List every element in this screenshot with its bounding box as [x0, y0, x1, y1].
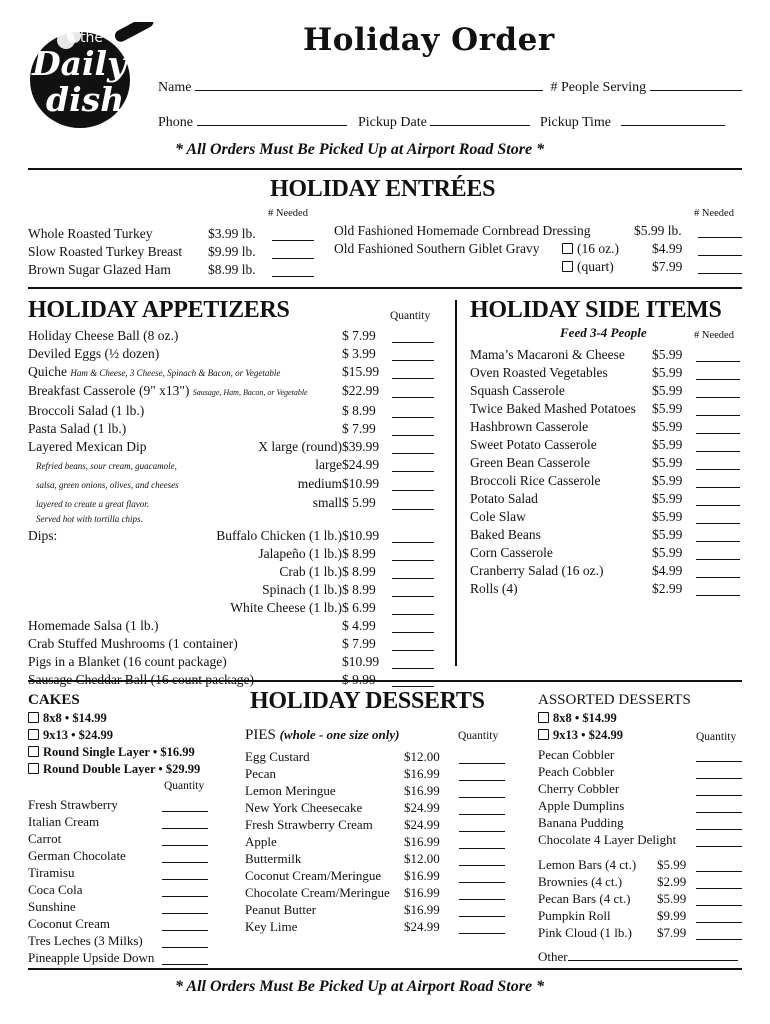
list-item: Pecan Cobbler [538, 746, 742, 763]
list-item: Lemon Bars (4 ct.) $5.99 [538, 856, 742, 873]
logo-the: the [80, 30, 103, 46]
name-label: Name [158, 80, 192, 95]
page-title: Holiday Order [303, 22, 555, 58]
list-item: Fresh Strawberry Cream $24.99 [245, 816, 515, 833]
list-item: salsa, green onions, olives, and cheeses medium $10.99 [28, 475, 438, 494]
list-item: Sunshine [28, 898, 212, 915]
cakes-title: CAKES [28, 692, 80, 708]
list-item: Sweet Potato Casserole $5.99 [470, 436, 742, 454]
sides-title: HOLIDAY SIDE ITEMS [470, 297, 722, 323]
checkbox[interactable] [28, 746, 39, 757]
list-item: Coconut Cream/Meringue $16.99 [245, 867, 515, 884]
sides-needed-label: # Needed [694, 330, 734, 341]
list-item: Buttermilk $12.00 [245, 850, 515, 867]
list-item: Quiche Ham & Cheese, 3 Cheese, Spinach & Bacon, or Vegetable $15.99 [28, 363, 438, 382]
pies-note: (whole - one size only) [279, 727, 400, 742]
cakes-qty-label: Quantity [164, 780, 205, 792]
list-item: Apple $16.99 [245, 833, 515, 850]
pies-qty-label: Quantity [458, 730, 499, 742]
logo-dish: dish [46, 80, 125, 119]
list-item: Broccoli Rice Casserole $5.99 [470, 472, 742, 490]
list-item: Lemon Meringue $16.99 [245, 782, 515, 799]
list-item: Slow Roasted Turkey Breast $9.99 lb. [28, 243, 328, 261]
list-item: Egg Custard $12.00 [245, 748, 515, 765]
list-item: Dips: Buffalo Chicken (1 lb.) $10.99 [28, 527, 438, 545]
list-item: Green Bean Casserole $5.99 [470, 454, 742, 472]
list-item: Broccoli Salad (1 lb.) $ 8.99 [28, 402, 438, 420]
list-item: German Chocolate [28, 847, 212, 864]
entrees-needed-left: # Needed [268, 208, 308, 219]
list-item: Spinach (1 lb.) $ 8.99 [28, 581, 438, 599]
list-item: Hashbrown Casserole $5.99 [470, 418, 742, 436]
appetizers-title: HOLIDAY APPETIZERS [28, 297, 290, 323]
list-item: Mama’s Macaroni & Cheese $5.99 [470, 346, 742, 364]
assorted-options: 8x8 • $14.99 9x13 • $24.99 [538, 710, 623, 744]
appetizers-list [28, 327, 438, 689]
list-item: Pecan $16.99 [245, 765, 515, 782]
list-item: Pink Cloud (1 lb.) $7.99 [538, 924, 742, 941]
list-item: Rolls (4) $2.99 [470, 580, 742, 598]
list-item: Pigs in a Blanket (16 count package) $10.99 [28, 653, 438, 671]
list-item: Apple Dumplins [538, 797, 742, 814]
list-item: Coca Cola [28, 881, 212, 898]
checkbox[interactable] [28, 712, 39, 723]
list-item: Pumpkin Roll $9.99 [538, 907, 742, 924]
list-item: Fresh Strawberry [28, 796, 212, 813]
cake-flavors [28, 796, 212, 966]
sides-feeds: Feed 3-4 People [560, 325, 647, 340]
list-item: Deviled Eggs (½ dozen) $ 3.99 [28, 345, 438, 363]
pies-header [245, 727, 399, 744]
list-item: Chocolate Cream/Meringue $16.99 [245, 884, 515, 901]
entrees-needed-right: # Needed [694, 208, 734, 219]
pickup-time-label: Pickup Time [539, 115, 612, 130]
pies-label: PIES [245, 727, 276, 743]
list-item: Pecan Bars (4 ct.) $5.99 [538, 890, 742, 907]
list-item: Homemade Salsa (1 lb.) $ 4.99 [28, 617, 438, 635]
list-item: Breakfast Casserole (9" x13") Sausage, Ham, Bacon, or Vegetable $22.99 [28, 382, 438, 402]
list-item: layered to create a great flavor. small $ 5.99 [28, 494, 438, 513]
list-item: Carrot [28, 830, 212, 847]
list-item: Cherry Cobbler [538, 780, 742, 797]
list-item: Banana Pudding [538, 814, 742, 831]
checkbox[interactable] [28, 729, 39, 740]
list-item: Crab Stuffed Mushrooms (1 container) $ 7.99 [28, 635, 438, 653]
list-item: Old Fashioned Homemade Cornbread Dressing $5.99 lb. [334, 222, 744, 240]
list-item: Layered Mexican Dip X large (round) $39.99 [28, 438, 438, 456]
list-item: White Cheese (1 lb.) $ 6.99 [28, 599, 438, 617]
checkbox[interactable] [28, 763, 39, 774]
entrees-right: Old Fashioned Homemade Cornbread Dressing $5.99 lb. Old Fashioned Southern Giblet Gravy (16 oz.) $4.99 (quart) $7.99 [334, 222, 744, 258]
list-item: Pineapple Upside Down [28, 949, 212, 966]
name-field[interactable] [158, 79, 742, 97]
list-item: Brownies (4 ct.) $2.99 [538, 873, 742, 890]
footer-notice: * All Orders Must Be Picked Up at Airport Road Store * [175, 978, 545, 995]
checkbox[interactable] [538, 712, 549, 723]
list-item: Brown Sugar Glazed Ham $8.99 lb. [28, 261, 328, 279]
assorted-qty-label: Quantity [696, 731, 737, 743]
list-item: Peach Cobbler [538, 763, 742, 780]
list-item: Corn Casserole $5.99 [470, 544, 742, 562]
list-item: Tres Leches (3 Milks) [28, 932, 212, 949]
list-item: Tiramisu [28, 864, 212, 881]
list-item: Chocolate 4 Layer Delight [538, 831, 742, 848]
list-item: Potato Salad $5.99 [470, 490, 742, 508]
list-item: Coconut Cream [28, 915, 212, 932]
desserts-title: HOLIDAY DESSERTS [250, 688, 485, 714]
checkbox[interactable] [562, 261, 573, 272]
entrees-left [28, 225, 328, 279]
list-item: Squash Casserole $5.99 [470, 382, 742, 400]
list-item: Italian Cream [28, 813, 212, 830]
assorted-title: ASSORTED DESSERTS [538, 692, 691, 708]
other-label: Other [538, 949, 568, 964]
list-item: Twice Baked Mashed Potatoes $5.99 [470, 400, 742, 418]
assorted-priced [538, 856, 742, 941]
checkbox[interactable] [562, 243, 573, 254]
list-item: Old Fashioned Southern Giblet Gravy (16 oz.) $4.99 [334, 240, 744, 258]
logo-daily: Daily [32, 44, 127, 83]
sides-list [470, 346, 742, 598]
pickup-date-label: Pickup Date [358, 115, 427, 130]
assorted-list [538, 746, 742, 848]
list-item: Crab (1 lb.) $ 8.99 [28, 563, 438, 581]
cake-options: 8x8 • $14.99 9x13 • $24.99 Round Single Layer • $16.99 Round Double Layer • $29.99 [28, 710, 200, 778]
list-item: Cranberry Salad (16 oz.) $4.99 [470, 562, 742, 580]
checkbox[interactable] [538, 729, 549, 740]
list-item: Holiday Cheese Ball (8 oz.) $ 7.99 [28, 327, 438, 345]
list-item: Pasta Salad (1 lb.) $ 7.99 [28, 420, 438, 438]
list-item: Peanut Butter $16.99 [245, 901, 515, 918]
phone-label: Phone [158, 115, 193, 130]
list-item: Oven Roasted Vegetables $5.99 [470, 364, 742, 382]
list-item: Served hot with tortilla chips. [36, 514, 143, 524]
phone-field[interactable] [158, 114, 725, 132]
other-field[interactable] [538, 948, 738, 966]
list-item: Baked Beans $5.99 [470, 526, 742, 544]
entrees-title: HOLIDAY ENTRÉES [270, 176, 496, 202]
list-item: Key Lime $24.99 [245, 918, 515, 935]
list-item: Jalapeño (1 lb.) $ 8.99 [28, 545, 438, 563]
list-item: Whole Roasted Turkey $3.99 lb. [28, 225, 328, 243]
list-item: New York Cheesecake $24.99 [245, 799, 515, 816]
people-label: # People Serving [550, 80, 647, 95]
pickup-notice: * All Orders Must Be Picked Up at Airport Road Store * [175, 141, 545, 158]
list-item: Refried beans, sour cream, guacamole, large $24.99 [28, 456, 438, 475]
pies-list [245, 748, 515, 935]
list-item: Cole Slaw $5.99 [470, 508, 742, 526]
appetizers-qty-label: Quantity [390, 310, 431, 322]
